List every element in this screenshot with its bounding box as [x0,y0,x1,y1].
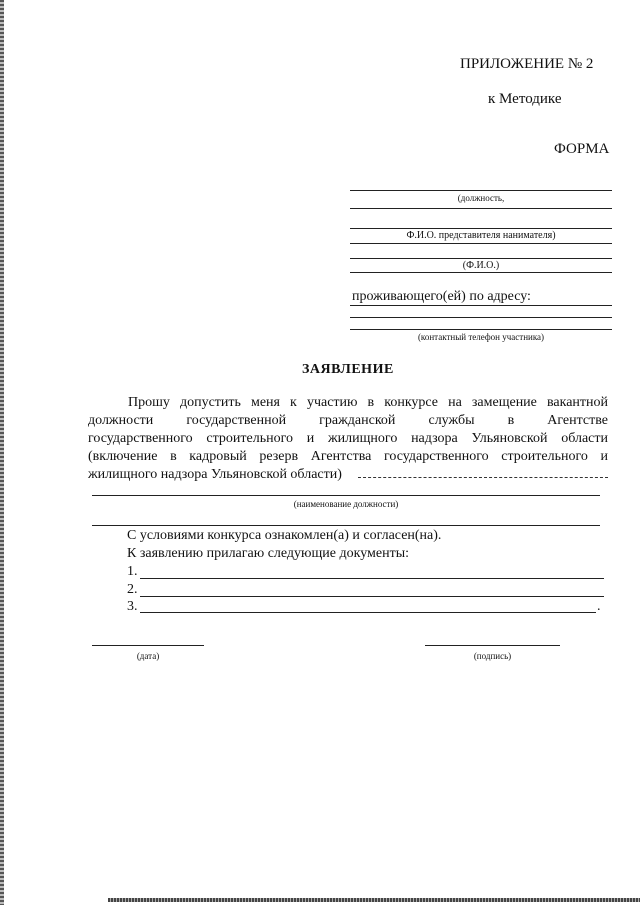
phone-caption: (контактный телефон участника) [417,332,545,342]
doc-item-3-end: . [597,599,601,614]
statement-line-2: должности государственной гражданской службы в Агентстве [88,413,608,428]
doc-item-1-line [140,578,604,579]
statement-text [88,394,608,484]
position-line-1 [350,190,612,191]
representative-line [350,228,612,229]
appendix-number: ПРИЛОЖЕНИЕ № 2 [460,56,594,72]
doc-item-2-number: 2. [127,582,138,597]
representative-line-2 [350,243,612,244]
signature-line [425,645,560,646]
residing-address-label: проживающего(ей) по адресу: [352,289,531,304]
fio-caption: (Ф.И.О.) [462,260,500,271]
signature-caption: (подпись) [473,651,512,661]
representative-caption: Ф.И.О. представителя нанимателя) [406,230,556,241]
fio-line-2 [350,272,612,273]
statement-dash-fill [358,477,608,478]
statement-line-5-wrap [88,466,608,484]
form-label: ФОРМА [554,141,610,157]
address-line-1 [350,305,612,306]
address-line-2 [350,317,612,318]
date-caption: (дата) [136,651,160,661]
conditions-text: С условиями конкурса ознакомлен(а) и согласен(на). [127,528,442,543]
doc-item-3-line [140,612,596,613]
method-reference: к Методике [488,91,562,107]
statement-title: ЗАЯВЛЕНИЕ [302,362,394,377]
scan-bottom-edge [108,898,640,902]
statement-line-4: (включение в кадровый резерв Агентства государственного строительного и [88,449,608,464]
scan-left-edge [0,0,4,905]
doc-item-3-number: 3. [127,599,138,614]
position-line-2 [350,208,612,209]
statement-line-1: Прошу допустить меня к участию в конкурсе на замещение вакантной [128,395,608,410]
attach-text: К заявлению прилагаю следующие документы: [127,546,410,561]
position-caption: (должность, [457,193,505,203]
doc-item-1-number: 1. [127,564,138,579]
date-line [92,645,204,646]
doc-item-2-line [140,596,604,597]
statement-line-3: государственного строительного и жилищного надзора Ульяновской области [88,431,608,446]
fio-line [350,258,612,259]
position-name-caption: (наименование должности) [293,499,399,509]
statement-line-5: жилищного надзора Ульяновской области) [88,467,342,482]
position-name-line-2 [92,525,600,526]
position-name-line [92,495,600,496]
phone-line [350,329,612,330]
